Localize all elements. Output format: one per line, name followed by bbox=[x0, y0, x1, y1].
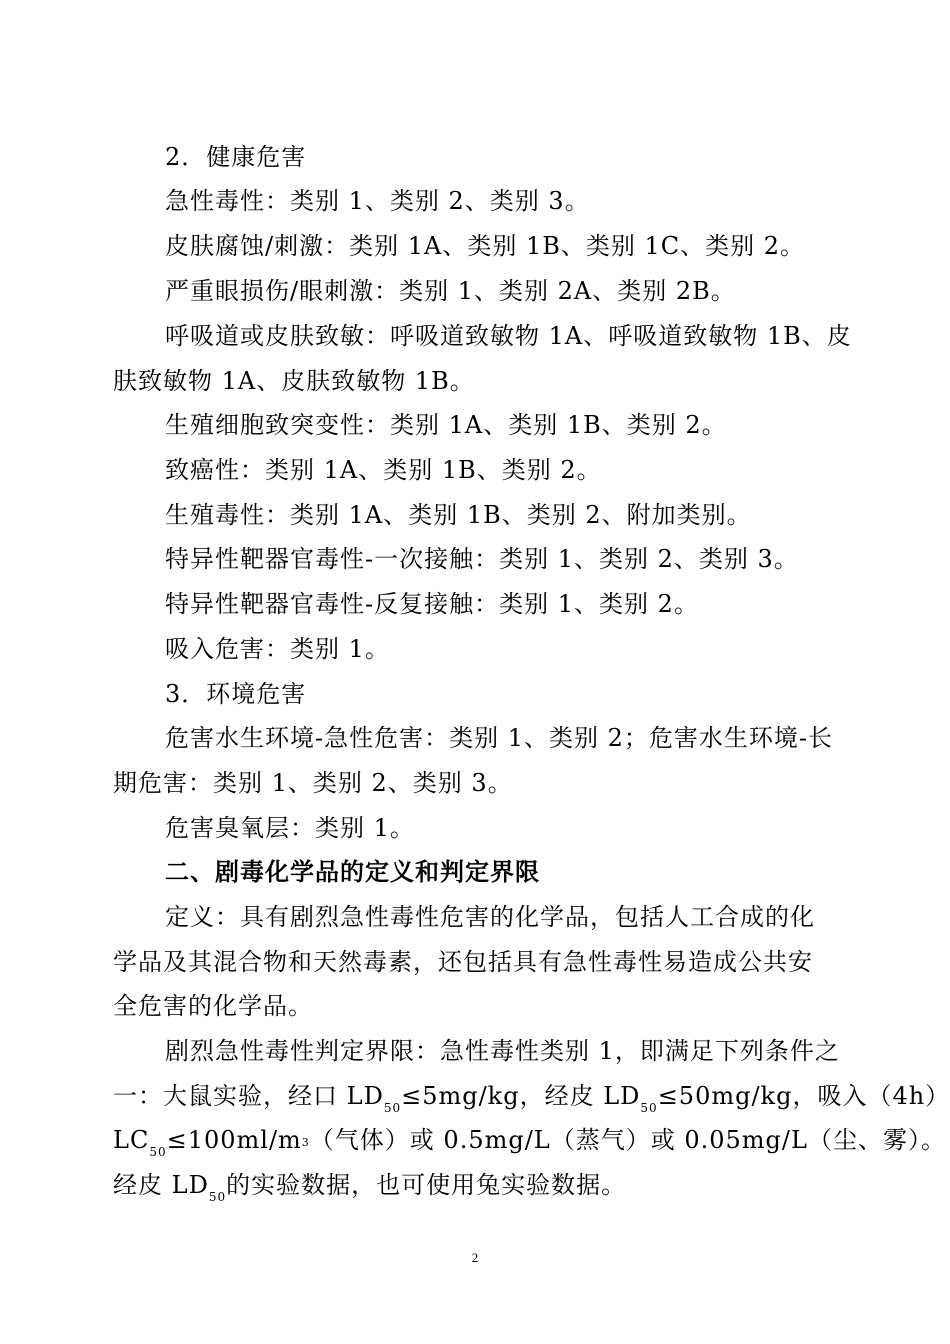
germ-cell-line: 生殖细胞致突变性：类别 1A、类别 1B、类别 2。 bbox=[165, 411, 727, 439]
definition-line-2: 学品及其混合物和天然毒素，还包括具有急性毒性易造成公共安 bbox=[113, 948, 813, 976]
carcinogenicity-line: 致癌性：类别 1A、类别 1B、类别 2。 bbox=[165, 456, 602, 484]
ld50-subscript: 50 bbox=[208, 1190, 227, 1204]
definition-line-1: 定义：具有剧烈急性毒性危害的化学品，包括人工合成的化 bbox=[165, 903, 815, 931]
health-hazard-heading: 2．健康危害 bbox=[165, 143, 307, 171]
ld50-subscript: 50 bbox=[640, 1101, 658, 1115]
stot-single-line: 特异性靶器官毒性-一次接触：类别 1、类别 2、类别 3。 bbox=[165, 545, 799, 573]
ozone-line: 危害臭氧层：类别 1。 bbox=[165, 814, 415, 842]
ld50-subscript: 50 bbox=[383, 1101, 402, 1115]
sensitization-line-1: 呼吸道或皮肤致敏：呼吸道致敏物 1A、呼吸道致敏物 1B、皮 bbox=[165, 322, 852, 350]
criteria-line-1: 剧烈急性毒性判定界限：急性毒性类别 1，即满足下列条件之 bbox=[165, 1037, 840, 1065]
criteria-text-dermal-ld: 经皮 LD bbox=[113, 1171, 209, 1199]
skin-corrosion-line: 皮肤腐蚀/刺激：类别 1A、类别 1B、类别 1C、类别 2。 bbox=[165, 232, 806, 260]
definition-line-3: 全危害的化学品。 bbox=[113, 992, 313, 1020]
stot-repeated-line: 特异性靶器官毒性-反复接触：类别 1、类别 2。 bbox=[165, 590, 699, 618]
aquatic-line-2: 期危害：类别 1、类别 2、类别 3。 bbox=[113, 769, 513, 797]
acute-toxicity-line: 急性毒性：类别 1、类别 2、类别 3。 bbox=[165, 187, 590, 215]
eye-damage-line: 严重眼损伤/眼刺激：类别 1、类别 2A、类别 2B。 bbox=[165, 277, 736, 305]
page-number: 2 bbox=[471, 1250, 479, 1265]
criteria-text-oral: 一：大鼠实验，经口 LD bbox=[113, 1082, 384, 1110]
criteria-text-dermal: ≤5mg/kg，经皮 LD bbox=[401, 1082, 641, 1110]
environment-hazard-heading: 3．环境危害 bbox=[165, 680, 307, 708]
section-2-heading: 二、剧毒化学品的定义和判定界限 bbox=[165, 858, 540, 886]
criteria-text-inhalation: ≤50mg/kg，吸入（4h） bbox=[657, 1082, 950, 1110]
lc50-subscript: 50 bbox=[149, 1145, 167, 1159]
criteria-text-lc: LC bbox=[113, 1126, 150, 1154]
aquatic-line-1: 危害水生环境-急性危害：类别 1、类别 2；危害水生环境-长 bbox=[165, 724, 834, 752]
reproductive-toxicity-line: 生殖毒性：类别 1A、类别 1B、类别 2、附加类别。 bbox=[165, 501, 752, 529]
aspiration-line: 吸入危害：类别 1。 bbox=[165, 635, 390, 663]
criteria-line-2 bbox=[113, 1081, 950, 1115]
criteria-text-gas-limit: ≤100ml/m bbox=[166, 1126, 302, 1154]
cubic-superscript: 3 bbox=[301, 1136, 310, 1149]
sensitization-line-2: 肤致敏物 1A、皮肤致敏物 1B。 bbox=[113, 367, 475, 395]
criteria-line-3 bbox=[113, 1125, 946, 1159]
criteria-line-4 bbox=[113, 1170, 627, 1204]
criteria-text-vapor-dust: （气体）或 0.5mg/L（蒸气）或 0.05mg/L（尘、雾）。 bbox=[309, 1126, 946, 1154]
criteria-text-rabbit: 的实验数据，也可使用兔实验数据。 bbox=[226, 1171, 627, 1199]
